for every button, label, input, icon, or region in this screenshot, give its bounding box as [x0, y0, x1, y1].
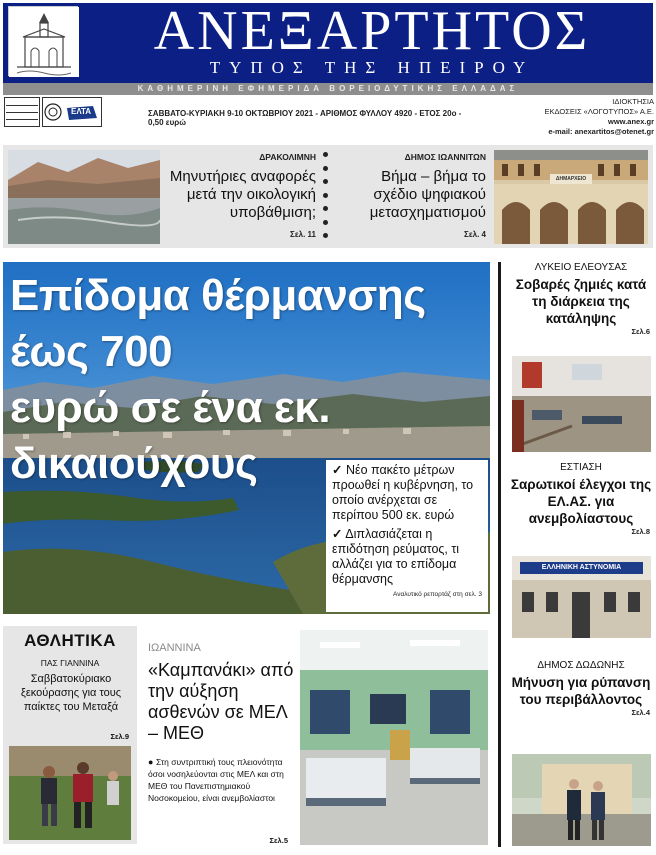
newspaper-logo [8, 6, 78, 76]
registration-stamp [4, 97, 40, 127]
teaser-drakolimni[interactable] [166, 152, 316, 239]
main-bullet-text: Διπλασιάζεται η επιδότηση ρεύματος, τι αλλάζει για το επίδομα θέρμανσης [332, 527, 460, 586]
teaser-kicker: ΔΗΜΟΣ ΙΩΑΝΝΙΤΩΝ [404, 152, 486, 162]
owner-label: ΙΔΙΟΚΤΗΣΙΑ [612, 97, 654, 106]
sports-headline[interactable]: Σαββατοκύριακο ξεκούρασης για τους παίκτες του Μεταξά [20, 673, 122, 713]
story-kicker: ΕΣΤΙΑΣΗ [560, 462, 602, 473]
teaser-headline: Βήμα – βήμα το σχέδιο ψηφιακού μετασχηματισμού [369, 168, 486, 221]
story-lykeio-eleousas[interactable] [508, 262, 654, 336]
town-hall-photo [494, 150, 648, 244]
sports-kicker: ΠΑΣ ΓΙΑΝΝΙΝΑ [40, 658, 100, 668]
ioannina-headline[interactable]: «Καμπανάκι» από την αύξηση ασθενών σε ΜΕΛ – ΜΕΘ [148, 660, 294, 743]
main-bullet [332, 527, 482, 587]
main-page-ref: Αναλυτικό ρεπορτάζ στη σελ. 3 [393, 591, 482, 598]
classroom-photo [512, 356, 651, 452]
email-link[interactable]: e-mail: anexartitos@otenet.gr [548, 127, 654, 136]
police-building-photo [512, 556, 651, 638]
ioannina-bullet-text: Στη συντριπτική τους πλειονότητα όσοι νοσηλεύονται στις ΜΕΛ και στη ΜΕΘ του Πανεπιστημιακού Νοσοκομείου, είναι ανεμβολίαστοι [148, 757, 284, 803]
main-headline[interactable] [10, 268, 485, 492]
story-page-ref: Σελ.4 [631, 708, 650, 717]
story-dimos-dodonis[interactable] [508, 660, 654, 717]
story-page-ref: Σελ.6 [631, 327, 650, 336]
masthead-strip: ΚΑΘΗΜΕΡΙΝΗ ΕΦΗΜΕΡΙΔΑ ΒΟΡΕΙΟΔΥΤΙΚΗΣ ΕΛΛΑΔΑΣ [3, 83, 653, 95]
dateline: ΣΑΒΒΑΤΟ-ΚΥΡΙΑΚΗ 9-10 ΟΚΤΩΒΡΙΟΥ 2021 - ΑΡΙΘΜΟΣ ΦΥΛΛΟΥ 4920 - ΕΤΟΣ 20ο - 0,50 ευρώ [148, 109, 462, 127]
story-estiasi[interactable] [508, 462, 654, 536]
sports-title: ΑΘΛΗΤΙΚΑ [24, 631, 116, 650]
owner-name: ΕΚΔΟΣΕΙΣ «ΛΟΓΟΤΥΠΟΣ» Α.Ε. [544, 107, 654, 116]
main-bullets [326, 460, 488, 612]
story-headline: Σοβαρές ζημιές κατά τη διάρκεια της κατάληψης [515, 277, 647, 326]
masthead-subtitle: ΤΥΠΟΣ ΤΗΣ ΗΠΕΙΡΟΥ [209, 58, 535, 77]
ioannina-bullet [148, 756, 298, 804]
football-photo [9, 746, 131, 840]
lake-photo [8, 150, 160, 244]
teaser-dimos-ioanniton[interactable] [336, 152, 486, 239]
teaser-separator [322, 152, 328, 238]
officials-photo [512, 754, 651, 846]
check-icon: ✓ [332, 527, 343, 541]
check-icon: ✓ [332, 463, 343, 477]
main-bullet [332, 463, 482, 523]
ioannina-page-ref: Σελ.5 [269, 836, 288, 845]
story-headline: Σαρωτικοί έλεγχοι της ΕΛ.ΑΣ. για ανεμβολίαστους [510, 477, 652, 526]
town-hall-sign: ΔΗΜΑΡΧΕΙΟ [555, 176, 587, 182]
column-divider [498, 262, 501, 847]
postal-stamp [42, 97, 102, 127]
story-page-ref: Σελ.8 [631, 527, 650, 536]
ioannina-kicker: ΙΩΑΝΝΙΝΑ [148, 642, 201, 654]
main-headline-line1: Επίδομα θέρμανσης έως 700 [10, 271, 426, 376]
story-kicker: ΔΗΜΟΣ ΔΩΔΩΝΗΣ [537, 660, 625, 671]
story-kicker: ΛΥΚΕΙΟ ΕΛΕΟΥΣΑΣ [534, 262, 628, 273]
main-headline-line2: ευρώ σε ένα εκ. δικαιούχους [10, 383, 331, 488]
teaser-headline: Μηνυτήριες αναφορές μετά την οικολογική υποβάθμιση; [169, 168, 316, 221]
story-headline: Μήνυση για ρύπανση του περιβάλλοντος [511, 675, 651, 707]
icu-photo [300, 630, 488, 845]
teaser-kicker: ΔΡΑΚΟΛΙΜΝΗ [259, 152, 316, 162]
postal-stamp-label: ΕΛΤΑ [71, 107, 92, 116]
masthead-title: ΑΝΕΞΑΡΤΗΤΟΣ [153, 0, 591, 62]
website-link[interactable]: www.anex.gr [608, 117, 654, 126]
teaser-page-ref: Σελ. 11 [290, 230, 316, 239]
sports-page-ref: Σελ.9 [110, 732, 129, 741]
main-bullet-text: Νέο πακέτο μέτρων προωθεί η κυβέρνηση, το οποίο ανέρχεται σε περίπου 500 εκ. ευρώ [332, 463, 474, 522]
bullet-icon: ● [148, 757, 156, 767]
teaser-page-ref: Σελ. 4 [464, 230, 486, 239]
publisher-info [498, 97, 654, 137]
police-sign: ΕΛΛΗΝΙΚΗ ΑΣΤΥΝΟΜΙΑ [541, 564, 622, 571]
